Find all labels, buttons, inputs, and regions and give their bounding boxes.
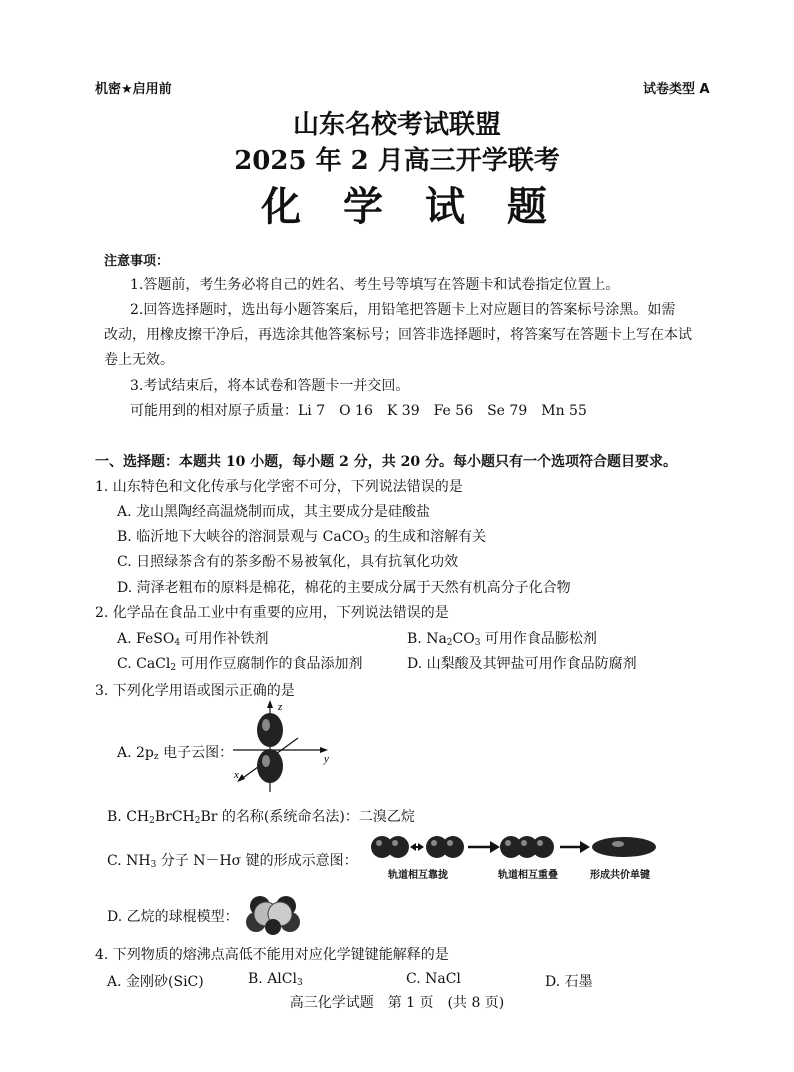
notice-heading: 注意事项：	[104, 254, 170, 269]
q3-option-c: C. $NH_3$ 分子 N－Hσ 键的形成示意图：	[107, 853, 358, 870]
q1-option-a: A. 龙山黑陶经高温烧制而成，其主要成分是硅酸盐	[117, 504, 431, 520]
q2-option-b: B. $Na_2CO_3$ 可用作食品膨松剂	[407, 631, 597, 648]
q2-stem: 2. 化学品在食品工业中有重要的应用，下列说法错误的是	[95, 605, 449, 621]
q4-stem: 4. 下列物质的熔沸点高低不能用对应化学键键能解释的是	[95, 947, 449, 963]
notice-item2-line3: 卷上无效。	[104, 352, 174, 368]
atomic-masses: 可能用到的相对原子质量：Li 7 O 16 K 39 Fe 56 Se 79 Mn 55	[130, 403, 587, 419]
q4-option-c: C. NaCl	[406, 971, 461, 987]
paper-type-label: 试卷类型 A	[643, 82, 710, 97]
axis-y-label: y	[324, 753, 329, 765]
sigma-bond-diagram	[370, 833, 670, 863]
notice-item2-line1: 2.回答选择题时，选出每小题答案后，用铅笔把答题卡上对应题目的答案标号涂黑。如需	[130, 302, 676, 318]
q2-option-c: C. CaCl$_2$ 可用作豆腐制作的食品添加剂	[117, 656, 363, 673]
q1-stem: 1. 山东特色和文化传承与化学密不可分，下列说法错误的是	[95, 479, 463, 495]
title-line3: 化 学 试 题	[261, 183, 561, 230]
q4-option-d: D. 石墨	[545, 974, 593, 990]
title-line2: 2025 年 2 月高三开学联考	[234, 146, 560, 176]
q3-option-a: A. $2p_z$ 电子云图：	[117, 745, 234, 762]
confidential-label: 机密★启用前	[95, 82, 172, 97]
caption-overlap: 轨道相互重叠	[498, 870, 558, 881]
ethane-model	[246, 894, 302, 934]
notice-item2-line2: 改动，用橡皮擦干净后，再选涂其他答案标号；回答非选择题时，将答案写在答题卡上写在本试	[104, 327, 692, 343]
q3-option-d: D. 乙烷的球棍模型：	[107, 909, 239, 925]
title-line1: 山东名校考试联盟	[292, 110, 501, 140]
q4-option-a: A. 金刚砂(SiC)	[107, 974, 204, 990]
section-heading: 一、选择题：本题共 10 小题，每小题 2 分，共 20 分。每小题只有一个选项符合题目要求。	[95, 454, 677, 470]
q3-stem: 3. 下列化学用语或图示正确的是	[95, 683, 295, 699]
axis-x-label: x	[234, 769, 239, 781]
q1-option-b: B. 临沂地下大峡谷的溶洞景观与 CaCO$_3$ 的生成和溶解有关	[117, 529, 487, 546]
q2-option-d: D. 山梨酸及其钾盐可用作食品防腐剂	[407, 656, 637, 672]
notice-item3: 3.考试结束后，将本试卷和答题卡一并交回。	[130, 378, 410, 394]
q1-option-c: C. 日照绿茶含有的茶多酚不易被氧化，具有抗氧化功效	[117, 554, 459, 570]
pz-orbital-diagram	[228, 700, 338, 795]
axis-z-label: z	[278, 701, 283, 713]
caption-bond: 形成共价单键	[590, 870, 650, 881]
q4-option-b: B. AlCl$_3$	[248, 971, 303, 988]
notice-item1: 1.答题前，考生务必将自己的姓名、考生号等填写在答题卡和试卷指定位置上。	[130, 277, 620, 293]
q3-option-b: B. $CH_2BrCH_2Br$ 的名称(系统命名法)：二溴乙烷	[107, 809, 415, 826]
q2-option-a: A. FeSO$_4$ 可用作补铁剂	[117, 631, 269, 648]
page-footer: 高三化学试题 第 1 页 (共 8 页)	[289, 995, 505, 1011]
q1-option-d: D. 菏泽老粗布的原料是棉花，棉花的主要成分属于天然有机高分子化合物	[117, 580, 571, 596]
caption-approach: 轨道相互靠拢	[388, 870, 448, 881]
